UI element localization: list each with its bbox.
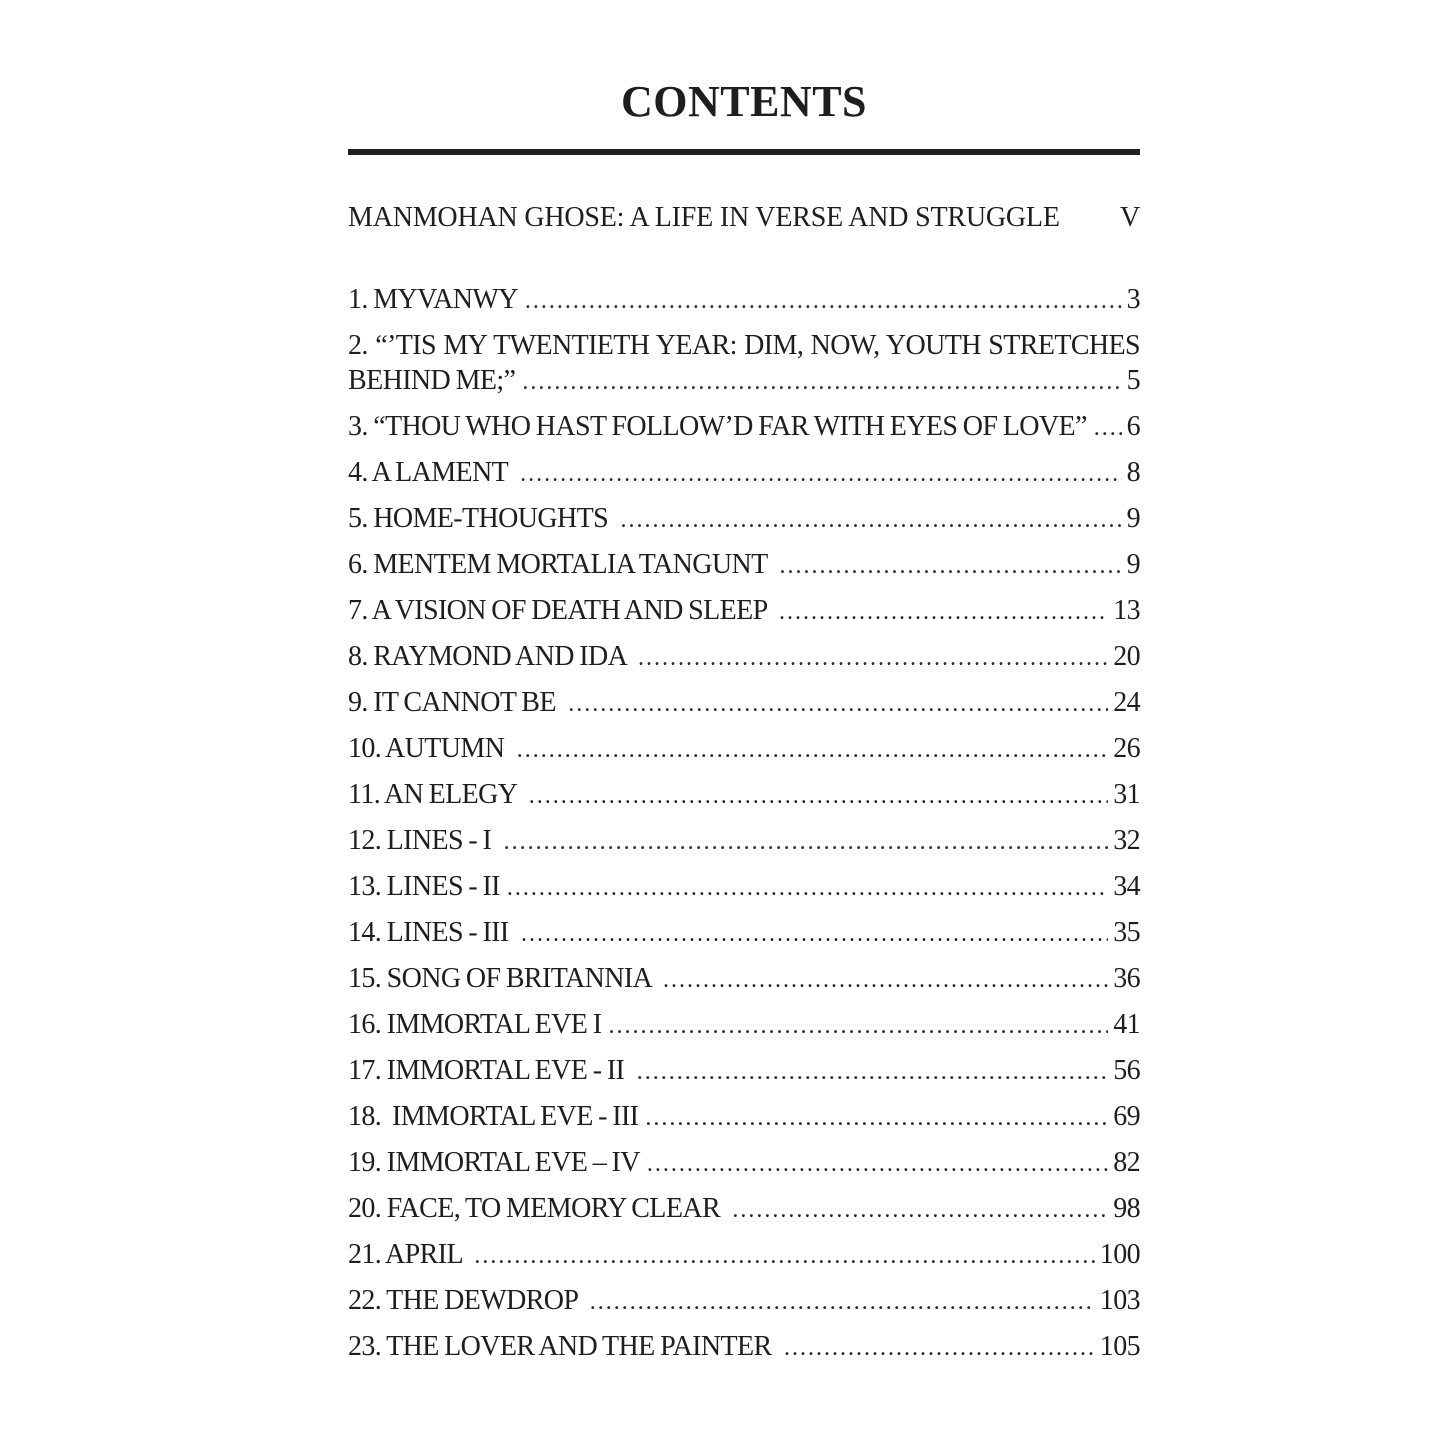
toc-entry-title: 19. IMMORTAL EVE – IV <box>348 1147 640 1178</box>
toc-leader-dots <box>608 1010 1108 1041</box>
toc-entry-page: 13 <box>1113 595 1140 626</box>
toc-entry-page: 82 <box>1113 1147 1140 1178</box>
toc-entry-page: 3 <box>1126 284 1140 315</box>
toc-entry-page: 9 <box>1126 549 1140 580</box>
toc-entry-title: 11. AN ELEGY <box>348 779 522 810</box>
toc-entry-title: 12. LINES - I <box>348 825 497 856</box>
toc-leader-dots <box>1094 412 1122 443</box>
toc-entry-page: 56 <box>1113 1055 1140 1086</box>
toc-entry-title: 15. SONG OF BRITANNIA <box>348 963 657 994</box>
preface-page-number: V <box>1119 202 1140 233</box>
title-divider <box>348 149 1140 155</box>
toc-entry <box>348 1240 1140 1271</box>
toc-entry <box>348 550 1140 581</box>
toc-entry <box>348 1286 1140 1317</box>
toc-leader-dots <box>779 596 1108 627</box>
toc-entry-title-wrapped: 2. “’TIS MY TWENTIETH YEAR: DIM, NOW, YOUTH STRETCHES <box>348 330 1140 361</box>
toc-entry-page: 5 <box>1126 365 1140 396</box>
toc-entry-page: 32 <box>1113 825 1140 856</box>
toc-entry-title: 8. RAYMOND AND IDA <box>348 641 632 672</box>
toc-leader-dots <box>522 366 1121 397</box>
preface-entry <box>348 203 1140 233</box>
toc-leader-dots <box>638 642 1108 673</box>
toc-entry <box>348 688 1140 719</box>
toc-entry-page: 100 <box>1099 1239 1140 1270</box>
toc-entry-page: 69 <box>1113 1101 1140 1132</box>
page-title: CONTENTS <box>620 77 868 126</box>
toc-leader-dots <box>507 872 1108 903</box>
toc-leader-dots <box>525 285 1122 316</box>
toc-entry-page: 98 <box>1113 1193 1140 1224</box>
toc-entry-title: 6. MENTEM MORTALIA TANGUNT <box>348 549 773 580</box>
toc-entry-title: 16. IMMORTAL EVE I <box>348 1009 602 1040</box>
toc-entry <box>348 596 1140 627</box>
contents-page <box>348 0 1140 1378</box>
toc-entry-page: 36 <box>1113 963 1140 994</box>
toc-entry-page: 105 <box>1099 1331 1140 1362</box>
toc-entry-title: 17. IMMORTAL EVE - II <box>348 1055 630 1086</box>
toc-leader-dots <box>517 734 1108 765</box>
toc-leader-dots <box>779 550 1121 581</box>
toc-leader-dots <box>645 1102 1108 1133</box>
toc-leader-dots <box>590 1286 1095 1317</box>
toc-entry-title: 20. FACE, TO MEMORY CLEAR <box>348 1193 726 1224</box>
toc-entry-page: 35 <box>1113 917 1140 948</box>
toc-entry-title: 21. APRIL <box>348 1239 468 1270</box>
toc-entry-page: 8 <box>1126 457 1140 488</box>
toc-entry-page: 34 <box>1113 871 1140 902</box>
toc-entry-title: 10. AUTUMN <box>348 733 510 764</box>
toc-entry-page: 31 <box>1113 779 1140 810</box>
preface-label: MANMOHAN GHOSE: A LIFE IN VERSE AND STRUGGLE <box>348 202 1060 233</box>
toc-entry <box>348 1194 1140 1225</box>
toc-leader-dots <box>504 826 1109 857</box>
toc-entry-title: 14. LINES - III <box>348 917 515 948</box>
toc-entry-title: 18. IMMORTAL EVE - III <box>348 1101 639 1132</box>
toc-entry-title: 22. THE DEWDROP <box>348 1285 583 1316</box>
toc-leader-dots <box>529 780 1108 811</box>
toc-entry <box>348 412 1140 443</box>
toc-entry-title: 13. LINES - II <box>348 871 500 902</box>
toc-entry <box>348 1056 1140 1087</box>
toc-leader-dots <box>663 964 1108 995</box>
toc-entry-title: 23. THE LOVER AND THE PAINTER <box>348 1331 777 1362</box>
toc-entry <box>348 504 1140 535</box>
toc-leader-dots <box>620 504 1121 535</box>
toc-entry-title: BEHIND ME;” <box>348 365 516 396</box>
toc-leader-dots <box>732 1194 1108 1225</box>
toc-leader-dots <box>474 1240 1094 1271</box>
toc-entry-page: 26 <box>1113 733 1140 764</box>
toc-entry-page: 20 <box>1113 641 1140 672</box>
toc-entry-title: 7. A VISION OF DEATH AND SLEEP <box>348 595 772 626</box>
toc-leader-dots <box>568 688 1108 719</box>
toc-entry-title: 3. “THOU WHO HAST FOLLOW’D FAR WITH EYES OF LOVE” <box>348 411 1087 442</box>
toc-entry <box>348 872 1140 903</box>
toc-entry <box>348 1332 1140 1363</box>
toc-leader-dots <box>521 918 1108 949</box>
toc-entry <box>348 780 1140 811</box>
toc-entry <box>348 964 1140 995</box>
toc-entry-title: 9. IT CANNOT BE <box>348 687 562 718</box>
toc-entry <box>348 285 1140 316</box>
toc-entry <box>348 642 1140 673</box>
toc-list <box>348 285 1140 1363</box>
toc-entry <box>348 458 1140 489</box>
toc-entry-page: 6 <box>1126 411 1140 442</box>
toc-leader-dots <box>520 458 1122 489</box>
toc-entry <box>348 1102 1140 1133</box>
toc-entry-page: 103 <box>1099 1285 1140 1316</box>
toc-entry-title: 4. A LAMENT <box>348 457 514 488</box>
toc-entry-page: 24 <box>1113 687 1140 718</box>
toc-leader-dots <box>637 1056 1109 1087</box>
toc-entry-page: 41 <box>1113 1009 1140 1040</box>
toc-entry <box>348 1148 1140 1179</box>
toc-leader-dots <box>647 1148 1108 1179</box>
toc-entry-page: 9 <box>1126 503 1140 534</box>
toc-entry-title: 1. MYVANWY <box>348 284 518 315</box>
toc-entry <box>348 734 1140 765</box>
toc-entry <box>348 918 1140 949</box>
toc-leader-dots <box>784 1332 1095 1363</box>
toc-entry <box>348 1010 1140 1041</box>
toc-entry <box>348 826 1140 857</box>
toc-entry <box>348 366 1140 397</box>
toc-entry-title: 5. HOME-THOUGHTS <box>348 503 614 534</box>
